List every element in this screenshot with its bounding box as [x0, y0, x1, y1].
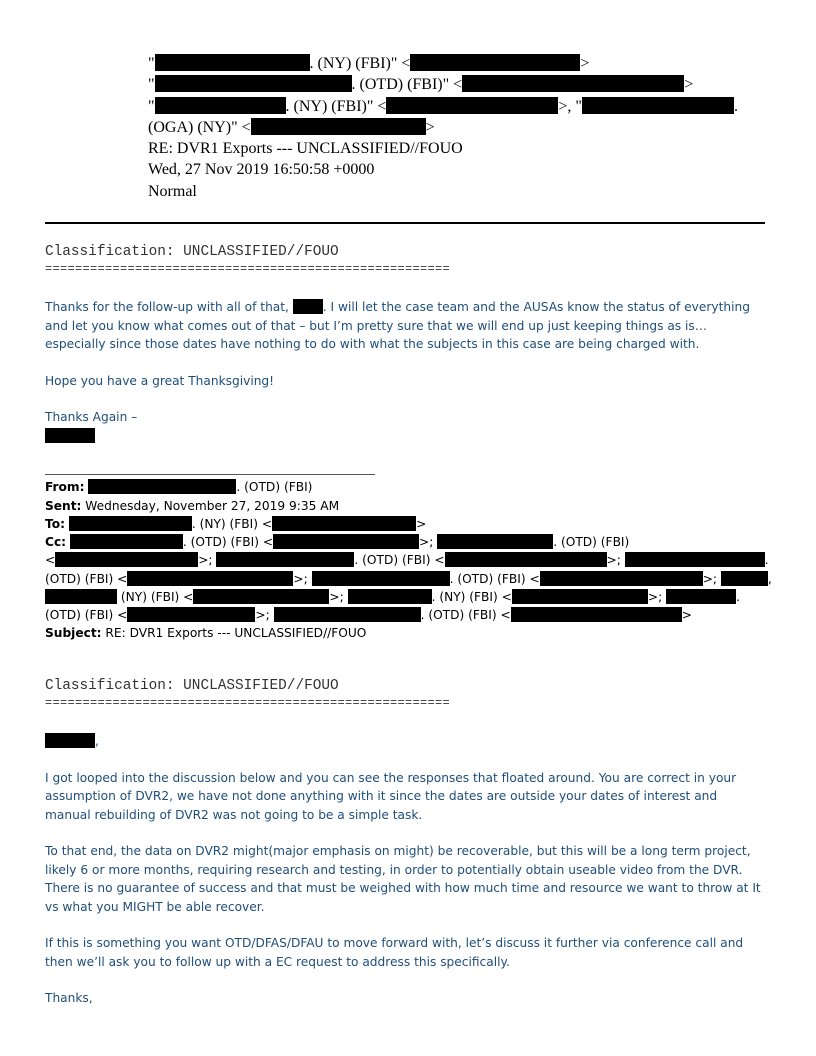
fwd-cc-text: (OTD) (FBI) < [45, 572, 128, 586]
fwd-cc-text: >; [419, 535, 434, 549]
fwd-cc-text: . (OTD) (FBI) [553, 535, 630, 549]
message-body [45, 732, 765, 1008]
redaction-block [666, 589, 736, 604]
redaction-block [293, 299, 323, 314]
fwd-cc-text: , [767, 572, 772, 586]
fwd-from-value: . (OTD) (FBI) [236, 480, 313, 494]
redaction-block [462, 75, 684, 92]
redaction-block [272, 516, 416, 531]
fwd-cc-row-4 [45, 588, 775, 607]
to-close: > [684, 76, 694, 93]
fwd-subject-value: RE: DVR1 Exports --- UNCLASSIFIED//FOUO [105, 626, 367, 640]
fwd-to-label: To: [45, 517, 65, 531]
redaction-block [155, 97, 286, 114]
from-quote: " [148, 55, 155, 72]
reply-signature [45, 427, 765, 446]
redaction-block [445, 552, 607, 567]
redaction-block [348, 589, 432, 604]
fwd-cc-text: >; [606, 553, 621, 567]
redaction-block [511, 607, 682, 622]
reply-paragraph-3: Thanks Again – [45, 410, 138, 424]
cc-org: . (NY) (FBI)" < [285, 98, 387, 115]
message-paragraph-3: If this is something you want OTD/DFAS/DFAU to move forward with, let’s discuss it further via conference call and then we’ll ask you to follow up with a EC request to address this specifically. [45, 936, 744, 969]
from-value [148, 53, 589, 74]
cc-value-line2 [148, 117, 435, 138]
fwd-sent-label: Sent: [45, 499, 82, 513]
classification-label: Classification: UNCLASSIFIED//FOUO [45, 244, 339, 260]
fwd-to-row [45, 515, 775, 534]
fwd-cc-text: . (OTD) (FBI) < [449, 572, 540, 586]
redaction-block [251, 118, 426, 135]
fwd-cc-text: >; [702, 572, 718, 586]
cc-value [148, 96, 738, 117]
fwd-cc-text: . (OTD) (FBI) < [420, 608, 511, 622]
message-paragraph-1: I got looped into the discussion below and you can see the responses that floated around. You are correct in your assumption of DVR2, we have not done anything with it since the dates are outside your dates of interest and manual rebuilding of DVR2 was not going to be a simple task. [45, 770, 737, 822]
fwd-cc-text: . (OTD) (FBI) < [182, 535, 274, 549]
cc-sep: >, " [558, 98, 582, 115]
redaction-block [88, 479, 236, 494]
fwd-cc-text: >; [329, 590, 344, 604]
fwd-from-label: From: [45, 480, 85, 494]
redaction-block [540, 571, 703, 586]
redaction-block [437, 534, 553, 549]
message-salutation [45, 732, 765, 751]
fwd-cc-text: . (NY) (FBI) < [431, 590, 512, 604]
redaction-block [70, 534, 183, 549]
fwd-from-row [45, 478, 775, 497]
fwd-cc-text: < [45, 553, 56, 567]
fwd-cc-label: Cc: [45, 535, 67, 549]
redaction-block [45, 733, 95, 748]
classification-label-2: Classification: UNCLASSIFIED//FOUO [45, 678, 339, 694]
from-org: . (NY) (FBI)" < [309, 55, 411, 72]
cc-quote: " [148, 98, 155, 115]
redaction-block [582, 97, 734, 114]
forward-separator [45, 474, 375, 475]
fwd-cc-text: . (OTD) (FBI) < [354, 553, 445, 567]
redaction-block [45, 589, 117, 604]
redaction-block [45, 428, 95, 443]
cc-line2-org: (OGA) (NY)" < [148, 119, 251, 136]
redaction-block [386, 97, 558, 114]
fwd-to-close: > [416, 517, 427, 531]
fwd-to-org: . (NY) (FBI) < [191, 517, 273, 531]
redaction-block [127, 571, 293, 586]
subject-value: RE: DVR1 Exports --- UNCLASSIFIED//FOUO [148, 140, 463, 157]
fwd-sent-value: Wednesday, November 27, 2019 9:35 AM [85, 499, 340, 513]
salutation-suffix: , [95, 734, 99, 748]
redaction-block [216, 552, 354, 567]
redaction-block [155, 54, 310, 71]
importance-value: Normal [148, 183, 197, 200]
fwd-sent-row [45, 497, 775, 516]
fwd-cc-row [45, 533, 775, 552]
redaction-block [410, 54, 580, 71]
fwd-cc-row-5 [45, 606, 775, 625]
cc-line2-close: > [425, 119, 435, 136]
redaction-block [69, 516, 192, 531]
fwd-cc-text: (OTD) (FBI) < [45, 608, 128, 622]
to-org: . (OTD) (FBI)" < [351, 76, 463, 93]
fwd-cc-row-2 [45, 551, 775, 570]
fwd-cc-text: > [681, 608, 692, 622]
fwd-cc-text: >; [198, 553, 213, 567]
header-divider [45, 222, 765, 224]
reply-paragraph-2: Hope you have a great Thanksgiving! [45, 373, 275, 388]
cc-dot: . [733, 98, 738, 115]
fwd-cc-text: >; [293, 572, 308, 586]
fwd-cc-text: >; [647, 590, 663, 604]
fwd-subject-row [45, 624, 775, 643]
classification-underline-2: ====================================================== [45, 696, 451, 710]
redaction-block [721, 571, 768, 586]
fwd-cc-text: . [764, 553, 769, 567]
redaction-block [127, 607, 255, 622]
fwd-cc-text: . [736, 590, 740, 604]
redaction-block [312, 571, 450, 586]
classification-underline: ====================================================== [45, 262, 451, 276]
date-value: Wed, 27 Nov 2019 16:50:58 +0000 [148, 161, 375, 178]
to-value [148, 74, 693, 95]
reply-p1-end: . I will let the case team and the AUSAs know the status of everything and let you know what comes out of that – but I’m pretty sure that we will end up just keeping things as is…especially since those dates have nothing to do with what the subjects in this case are being charged with. [45, 300, 750, 351]
message-closing: Thanks, [45, 991, 93, 1005]
fwd-cc-text: >; [255, 608, 270, 622]
to-quote: " [148, 76, 155, 93]
redaction-block [512, 589, 648, 604]
message-paragraph-2: To that end, the data on DVR2 might(major emphasis on might) be recoverable, but this will be a long term project, likely 6 or more months, requiring research and testing, in order to potentially obtain useable video from the DVR. There is no guarantee of success and that must be weighed with how much time and resource we want to throw at It vs what you MIGHT be able recover. [45, 844, 761, 914]
redaction-block [55, 552, 198, 567]
reply-body [45, 298, 765, 445]
redaction-block [155, 75, 352, 92]
redaction-block [625, 552, 765, 567]
fwd-cc-row-3 [45, 570, 775, 589]
redaction-block [274, 607, 421, 622]
reply-p1-start: Thanks for the follow-up with all of that, [45, 300, 289, 314]
fwd-subject-label: Subject: [45, 626, 102, 640]
reply-paragraph-1 [45, 298, 765, 354]
redaction-block [193, 589, 329, 604]
from-close: > [580, 55, 590, 72]
redaction-block [273, 534, 419, 549]
fwd-cc-text: (NY) (FBI) < [120, 590, 194, 604]
